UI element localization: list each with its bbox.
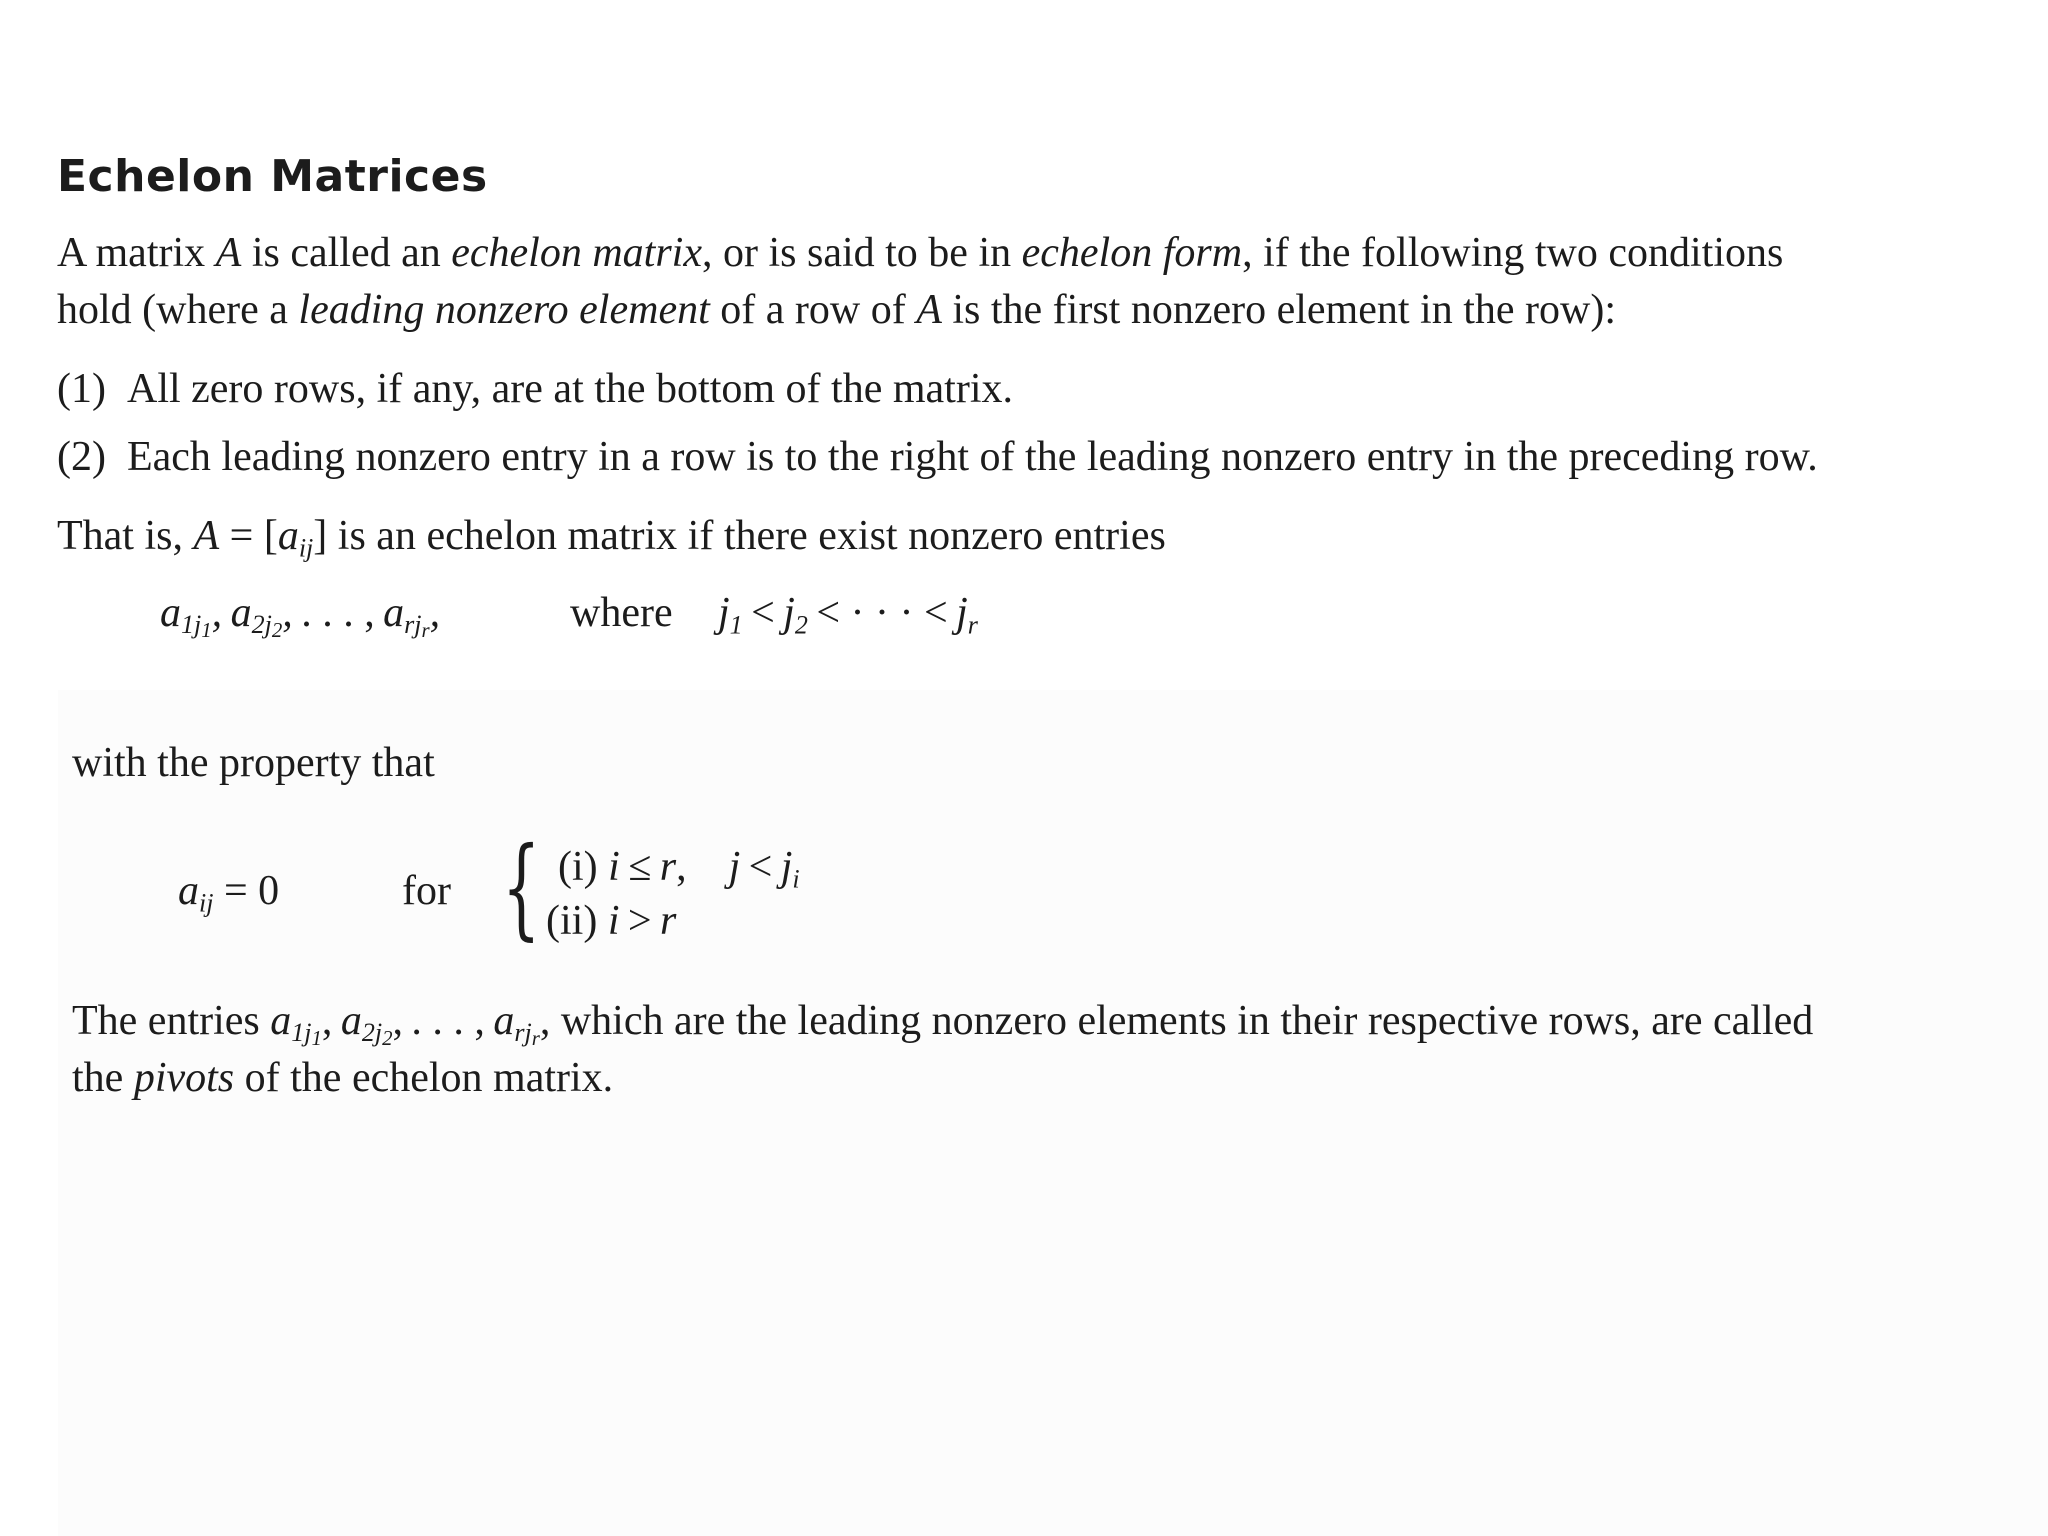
intro-line-2: hold (where a leading nonzero element of a row of A is the first nonzero element in the row): xyxy=(57,287,1616,333)
closing-line-2: the pivots of the echelon matrix. xyxy=(72,1055,614,1101)
left-brace: { xyxy=(502,823,541,951)
thatis-line: That is, $A = [a_{ij}]$ is an echelon matrix if there exist nonzero entries xyxy=(57,513,1166,563)
case-ii: (ii) i > r xyxy=(546,898,677,944)
condition-1: (1) All zero rows, if any, are at the bottom of the matrix. xyxy=(57,366,1013,412)
closing-line-1: The entries $a_{1j_1}$, $a_{2j_2}$, . . . , $a_{rj_r}$, which are the leading nonzero elements in their respective rows, are called xyxy=(72,998,1814,1051)
term-pivots: pivots xyxy=(133,1055,235,1101)
term-leading-nonzero-element: leading nonzero element xyxy=(298,287,710,333)
condition-2: (2) Each leading nonzero entry in a row is to the right of the leading nonzero entry in the preceding row. xyxy=(57,434,1818,480)
case-i: (i) i ≤ r, $j < j_i$ xyxy=(558,844,800,894)
term-echelon-form: echelon form xyxy=(1021,230,1243,276)
where-word: where xyxy=(570,590,673,636)
for-word: for xyxy=(402,868,451,914)
page-shade xyxy=(58,690,2048,1536)
pivot-sequence: $a_{1j_1}$, $a_{2j_2}$, . . . , $a_{rj_r}$, xyxy=(160,590,441,643)
property-line: with the property that xyxy=(72,740,435,786)
aij-zero: $a_{ij} = 0$ xyxy=(178,868,280,918)
section-heading: Echelon Matrices xyxy=(57,151,488,202)
intro-line-1: A matrix A is called an echelon matrix, or is said to be in echelon form, if the following two conditions xyxy=(57,230,1784,276)
index-order: $j_1 < j_2$ < · · · < $j_r$ xyxy=(718,590,978,640)
term-echelon-matrix: echelon matrix xyxy=(451,230,702,276)
